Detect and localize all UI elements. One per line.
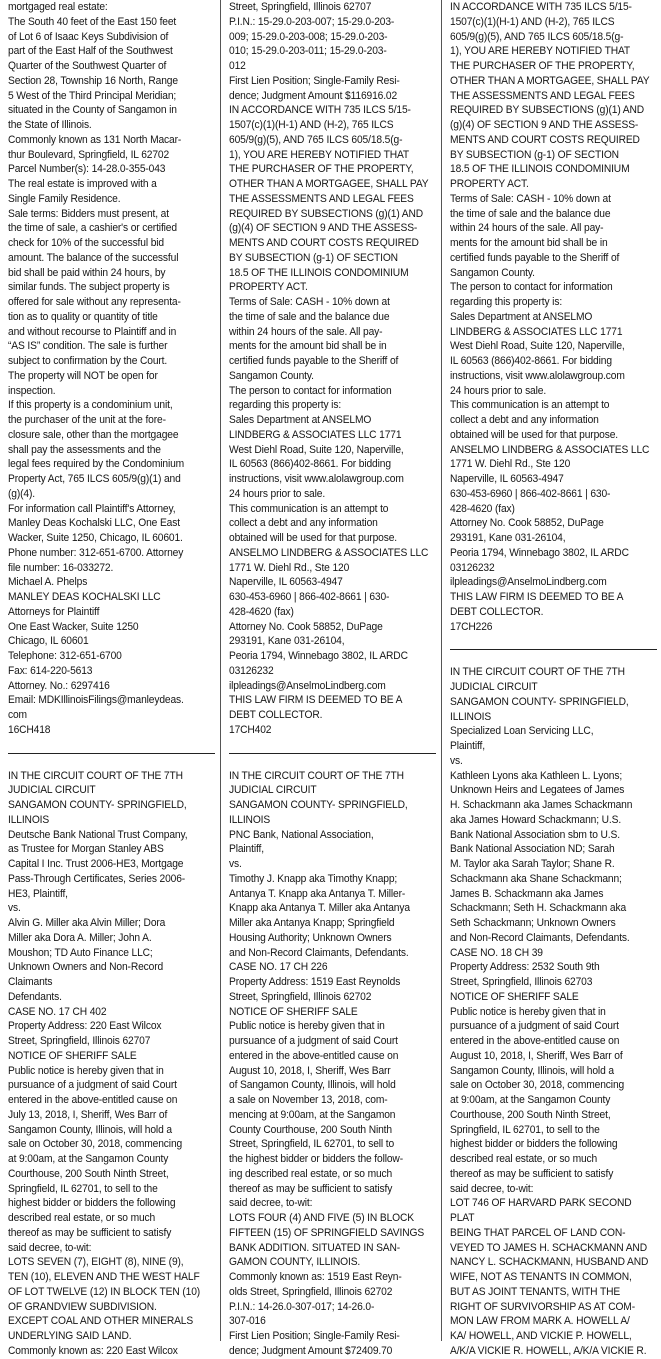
notice-line: 1771 W. Diehl Rd., Ste 120 — [450, 458, 571, 471]
notice-line: IN THE CIRCUIT COURT OF THE 7TH — [450, 666, 625, 679]
notice-line: IL 60563 (866)402-8661. For bidding — [450, 355, 612, 367]
notice-line: ILLINOIS — [229, 813, 271, 826]
notice-line: Springfield, IL 62701, to sell to the — [450, 1123, 600, 1136]
notice-line: A/K/A VICKIE R. HOWELL, A/K/A VICKIE R. — [450, 1344, 647, 1357]
notice-line: CASE NO. 17 CH 402 — [8, 1005, 107, 1018]
notice-line: If this property is a condominium unit, — [8, 399, 173, 412]
notice-separator — [229, 753, 436, 754]
notice-line: 293191, Kane 031-26104, — [229, 635, 345, 648]
notice-line: BY SUBSECTION (g-1) OF SECTION — [450, 148, 619, 161]
notice-line: 1), YOU ARE HEREBY NOTIFIED THAT — [450, 45, 631, 58]
notice-line: MON LAW FROM MARK A. HOWELL A/ — [450, 1315, 630, 1328]
notice-line: amount. The balance of the successful — [8, 251, 179, 264]
notice-line: and Non-Record Claimants, Defendants. — [229, 946, 409, 959]
notice-line: Property Address: 220 East Wilcox — [8, 1020, 162, 1033]
notice-line: Courthouse, 200 South Ninth Street, — [450, 1108, 611, 1121]
notice-line: said decree, to-wit: — [450, 1182, 534, 1195]
notice-line: Michael A. Phelps — [8, 576, 88, 589]
notice-line: Sangamon County, Illinois, will hold a — [450, 1064, 614, 1077]
notice-line: Section 28, Township 16 North, Range — [8, 74, 178, 87]
notice-line: West Diehl Road, Suite 120, Naperville, — [229, 443, 404, 456]
notice-line: Pass-Through Certificates, Series 2006- — [8, 872, 186, 885]
notice-line: NOTICE OF SHERIFF SALE — [229, 1005, 358, 1018]
notice-line: Schackmann; Seth H. Schackmann aka — [450, 902, 627, 915]
notice-line: Sales Department at ANSELMO — [229, 414, 372, 426]
notice-line: 010; 15-29.0-203-011; 15-29.0-203- — [229, 45, 387, 58]
notice-line: collect a debt and any information — [450, 414, 599, 426]
notice-line: described real estate, or so much — [8, 1212, 156, 1224]
notice-line: THE ASSESSMENTS AND LEGAL FEES — [229, 192, 414, 205]
notice-line: Wacker, Suite 1250, Chicago, IL 60601. — [8, 532, 183, 544]
notice-line: County Courthouse, 200 South Ninth — [229, 1123, 392, 1136]
notice-line: 5 West of the Third Principal Meridian; — [8, 89, 177, 102]
notice-line: pursuance of a judgment of said Court — [8, 1079, 177, 1092]
notice-line: Manley Deas Kochalski LLC, One East — [8, 517, 180, 530]
notice-line: 630-453-6960 | 866-402-8661 | 630- — [229, 591, 390, 603]
notice-line: JUDICIAL CIRCUIT — [8, 784, 96, 797]
notice-line: OTHER THAN A MORTGAGEE, SHALL PAY — [229, 178, 429, 190]
notice-line: H. Schackmann aka James Schackmann — [450, 799, 633, 811]
notice-line: similar funds. The subject property is — [8, 281, 170, 294]
notice-line: Attorney No. Cook 58852, DuPage — [450, 517, 604, 530]
notice-line: The property will NOT be open for — [8, 369, 158, 382]
notice-line: Fax: 614-220-5613 — [8, 664, 93, 677]
notice-line: OF GRANDVIEW SUBDIVISION. — [8, 1300, 157, 1313]
notice-line: Public notice is hereby given that in — [229, 1020, 385, 1033]
notice-line: This communication is an attempt to — [229, 502, 389, 515]
notice-line: Sales Department at ANSELMO — [450, 310, 593, 323]
notice-line: Public notice is hereby given that in — [8, 1064, 164, 1077]
notice-line: obtained will be used for that purpose. — [229, 532, 397, 544]
notice-line: within 24 hours of the sale. All pay- — [450, 222, 604, 235]
notice-line: NANCY L. SCHACKMANN, HUSBAND AND — [450, 1256, 649, 1269]
notice-line: Attorney No. Cook 58852, DuPage — [229, 620, 383, 633]
notice-line: Plaintiff, — [229, 843, 264, 856]
notice-separator — [450, 649, 657, 650]
notice-line: THE PURCHASER OF THE PROPERTY, — [229, 163, 414, 176]
notice-line: (g)(4) OF SECTION 9 AND THE ASSESS- — [229, 222, 418, 235]
notice-line: MENTS AND COURT COSTS REQUIRED — [229, 237, 419, 249]
notice-line: KA/ HOWELL, AND VICKIE P. HOWELL, — [450, 1330, 632, 1342]
notice-line: dence; Judgment Amount $72409.70 — [229, 1344, 393, 1357]
notice-line: regarding this property is: — [450, 296, 563, 308]
notice-line: 293191, Kane 031-26104, — [450, 532, 566, 544]
notice-line: RIGHT OF SURVIVORSHIP AS AT COM- — [450, 1300, 635, 1313]
notice-line: offered for sale without any representa- — [8, 296, 181, 308]
notice-line: TEN (10), ELEVEN AND THE WEST HALF — [8, 1271, 200, 1283]
notice-line: highest bidder or bidders the following — [450, 1138, 618, 1151]
notice-line: described real estate, or so much — [450, 1153, 598, 1165]
notice-line: BY SUBSECTION (g-1) OF SECTION — [229, 251, 398, 264]
notice-line: the purchaser of the unit at the fore- — [8, 414, 166, 426]
notice-line: ilpleadings@AnselmoLindberg.com — [450, 576, 607, 589]
notice-line: PLAT — [450, 1212, 475, 1224]
notice-line: LOT 746 OF HARVARD PARK SECOND — [450, 1197, 632, 1210]
notice-line: ANSELMO LINDBERG & ASSOCIATES LLC — [229, 546, 429, 559]
notice-line: LINDBERG & ASSOCIATES LLC 1771 — [450, 325, 623, 338]
notice-line: Deutsche Bank National Trust Company, — [8, 828, 188, 841]
notice-line: subject to confirmation by the Court. — [8, 355, 168, 367]
notice-line: 24 hours prior to sale. — [450, 384, 547, 397]
notice-line: Courthouse, 200 South Ninth Street, — [8, 1167, 169, 1180]
notice-line: August 10, 2018, I, Sheriff, Wes Barr of — [450, 1049, 623, 1062]
notice-line: 17CH226 — [450, 620, 493, 633]
notice-line: and without recourse to Plaintiff and in — [8, 325, 177, 338]
notice-line: pursuance of a judgment of said Court — [450, 1020, 619, 1033]
notice-line: Commonly known as: 220 East Wilcox — [8, 1344, 178, 1357]
notice-line: Sangamon County. — [450, 266, 535, 279]
notice-line: 16CH418 — [8, 723, 51, 736]
notice-line: 605/9(g)(5), AND 765 ILCS 605/18.5(g- — [229, 133, 403, 146]
notice-line: 1771 W. Diehl Rd., Ste 120 — [229, 561, 350, 574]
notice-line: CASE NO. 17 CH 226 — [229, 961, 328, 974]
notice-line: collect a debt and any information — [229, 517, 378, 530]
notice-line: EXCEPT COAL AND OTHER MINERALS — [8, 1315, 194, 1328]
notice-line: GAMON COUNTY, ILLINOIS. — [229, 1256, 361, 1269]
notice-line: 18.5 OF THE ILLINOIS CONDOMINIUM — [229, 266, 409, 279]
notice-line: THE PURCHASER OF THE PROPERTY, — [450, 60, 635, 72]
notice-line: Attorney. No.: 6297416 — [8, 679, 110, 692]
notice-line: file number: 16-033272. — [8, 561, 114, 574]
notice-line: sale on October 30, 2018, commencing — [450, 1079, 625, 1092]
notice-line: 1), YOU ARE HEREBY NOTIFIED THAT — [229, 148, 410, 161]
notice-line: 605/9(g)(5), AND 765 ILCS 605/18.5(g- — [450, 30, 624, 43]
notice-line: Property Act, 765 ILCS 605/9(g)(1) and — [8, 473, 181, 485]
notice-line: obtained will be used for that purpose. — [450, 428, 618, 441]
notice-line: The person to contact for information — [229, 384, 392, 397]
notice-line: THE ASSESSMENTS AND LEGAL FEES — [450, 89, 635, 102]
notice-line: (g)(4). — [8, 487, 35, 500]
notice-line: dence; Judgment Amount $116916.02 — [229, 89, 398, 102]
notice-line: Plaintiff, — [450, 740, 485, 752]
notice-line: Alvin G. Miller aka Alvin Miller; Dora — [8, 917, 166, 929]
notice-block — [450, 665, 661, 1358]
notice-line: Phone number: 312-651-6700. Attorney — [8, 546, 184, 559]
notice-line: com — [8, 709, 27, 721]
notice-line: The South 40 feet of the East 150 feet — [8, 15, 177, 28]
notice-line: instructions, visit www.alolawgroup.com — [450, 369, 625, 382]
notice-line: thereof as may be sufficient to satisfy — [229, 1182, 393, 1195]
notice-line: 03126232 — [229, 664, 274, 677]
notice-line: SANGAMON COUNTY- SPRINGFIELD, — [450, 695, 629, 708]
notice-line: THIS LAW FIRM IS DEEMED TO BE A — [229, 694, 403, 707]
notice-line: sale on October 30, 2018, commencing — [8, 1138, 183, 1151]
notice-line: Kathleen Lyons aka Kathleen L. Lyons; — [450, 769, 623, 782]
notice-line: LINDBERG & ASSOCIATES LLC 1771 — [229, 428, 402, 441]
notice-line: Street, Springfield, Illinois 62702 — [229, 990, 372, 1003]
notice-line: IN THE CIRCUIT COURT OF THE 7TH — [8, 769, 183, 782]
notice-line: Moushon; TD Auto Finance LLC; — [8, 946, 153, 959]
column-1 — [8, 0, 238, 1359]
notice-line: certified funds payable to the Sheriff of — [450, 251, 620, 264]
notice-line: FIFTEEN (15) OF SPRINGFIELD SAVINGS — [229, 1226, 425, 1239]
notice-line: JUDICIAL CIRCUIT — [450, 681, 538, 693]
notice-line: vs. — [450, 754, 463, 767]
notice-line: Street, Springfield, Illinois 62703 — [450, 976, 593, 988]
notice-line: legal fees required by the Condominium — [8, 458, 185, 471]
notice-line: Unknown Heirs and Legatees of James — [450, 784, 625, 797]
notice-line: BANK ADDITION. SITUATED IN SAN- — [229, 1241, 401, 1254]
notice-line: mortgaged real estate: — [8, 1, 108, 13]
notice-line: mencing at 9:00am, at the Sangamon — [229, 1108, 396, 1121]
notice-line: ILLINOIS — [8, 813, 50, 826]
notice-line: IN THE CIRCUIT COURT OF THE 7TH — [229, 769, 404, 782]
notice-line: MANLEY DEAS KOCHALSKI LLC — [8, 591, 161, 603]
notice-line: 630-453-6960 | 866-402-8661 | 630- — [450, 487, 611, 500]
notice-line: PNC Bank, National Association, — [229, 828, 374, 841]
notice-line: Property Address: 2532 South 9th — [450, 961, 600, 974]
notice-line: situated in the County of Sangamon in — [8, 104, 177, 117]
notice-line: Sangamon County. — [229, 369, 314, 382]
notice-line: First Lien Position; Single-Family Resi- — [229, 1330, 400, 1342]
notice-line: IL 60563 (866)402-8661. For bidding — [229, 458, 391, 471]
notice-line: OF LOT TWELVE (12) IN BLOCK TEN (10) — [8, 1285, 201, 1298]
notice-line: July 13, 2018, I, Sheriff, Wes Barr of — [8, 1108, 168, 1121]
notice-line: First Lien Position; Single-Family Resi- — [229, 74, 400, 87]
notice-line: Terms of Sale: CASH - 10% down at — [229, 296, 390, 308]
notice-line: 03126232 — [450, 561, 495, 574]
notice-line: highest bidder or bidders the following — [8, 1197, 176, 1210]
notice-line: regarding this property is: — [229, 399, 342, 412]
notice-line: thereof as may be sufficient to satisfy — [450, 1167, 614, 1180]
notice-line: ments for the amount bid shall be in — [229, 340, 387, 353]
notice-line: Street, Springfield, Illinois 62707 — [8, 1035, 151, 1047]
notice-line: Defendants. — [8, 990, 62, 1003]
notice-line: as Trustee for Morgan Stanley ABS — [8, 843, 164, 856]
notice-line: Sangamon County, Illinois, will hold a — [8, 1123, 172, 1136]
notice-block — [8, 769, 238, 1359]
notice-line: entered in the above-entitled cause on — [229, 1049, 399, 1062]
notice-line: IN ACCORDANCE WITH 735 ILCS 5/15- — [450, 1, 632, 13]
notice-line: the time of sale and the balance due — [229, 310, 390, 323]
notice-line: WIFE, NOT AS TENANTS IN COMMON, — [450, 1271, 632, 1283]
notice-line: Street, Springfield, IL 62701, to sell to — [229, 1138, 395, 1151]
notice-line: Housing Authority; Unknown Owners — [229, 931, 392, 944]
notice-line: NOTICE OF SHERIFF SALE — [8, 1049, 137, 1062]
notice-line: Naperville, IL 60563-4947 — [450, 473, 564, 485]
notice-line: REQUIRED BY SUBSECTIONS (g)(1) AND — [450, 104, 645, 117]
notice-line: Knapp aka Antanya T. Miller aka Antanya — [229, 902, 410, 915]
notice-line: BEING THAT PARCEL OF LAND CON- — [450, 1226, 626, 1239]
notice-line: PROPERTY ACT. — [229, 281, 308, 294]
notice-line: within 24 hours of the sale. All pay- — [229, 325, 383, 338]
notice-line: ANSELMO LINDBERG & ASSOCIATES LLC — [450, 443, 650, 456]
notice-line: Chicago, IL 60601 — [8, 635, 89, 648]
notice-line: One East Wacker, Suite 1250 — [8, 620, 139, 633]
notice-line: Timothy J. Knapp aka Timothy Knapp; — [229, 872, 398, 885]
notice-line: The person to contact for information — [450, 281, 613, 294]
notice-line: Peoria 1794, Winnebago 3802, IL ARDC — [450, 546, 629, 559]
notice-separator — [8, 753, 215, 754]
notice-line: the time of sale and the balance due — [450, 207, 611, 220]
notice-line: entered in the above-entitled cause on — [450, 1035, 620, 1047]
notice-line: part of the East Half of the Southwest — [8, 45, 173, 58]
notice-line: 009; 15-29.0-203-008; 15-29.0-203- — [229, 30, 388, 43]
notice-line: Capital I Inc. Trust 2006-HE3, Mortgage — [8, 858, 184, 870]
notice-line: thereof as may be sufficient to satisfy — [8, 1226, 172, 1239]
notice-line: Email: MDKIllinoisFilings@manleydeas. — [8, 694, 184, 707]
notice-line: 17CH402 — [229, 723, 272, 736]
notice-block — [8, 0, 238, 738]
notice-line: SANGAMON COUNTY- SPRINGFIELD, — [229, 799, 408, 811]
notice-line: (g)(4) OF SECTION 9 AND THE ASSESS- — [450, 119, 639, 131]
notice-line: Telephone: 312-651-6700 — [8, 650, 122, 662]
notice-line: Commonly known as 131 North Macar- — [8, 133, 182, 146]
notice-line: the highest bidder or bidders the follow- — [229, 1153, 403, 1165]
notice-line: Miller aka Antanya Knapp; Springfield — [229, 917, 395, 929]
notice-line: Springfield, IL 62701, to sell to the — [8, 1182, 158, 1195]
notice-line: Single Family Residence. — [8, 192, 121, 205]
notice-line: 18.5 OF THE ILLINOIS CONDOMINIUM — [450, 163, 630, 176]
notice-line: ilpleadings@AnselmoLindberg.com — [229, 679, 386, 692]
notice-line: the State of Illinois. — [8, 119, 92, 131]
notice-line: James B. Schackmann aka James — [450, 887, 604, 900]
notice-line: inspection. — [8, 384, 56, 397]
notice-line: SANGAMON COUNTY- SPRINGFIELD, — [8, 799, 187, 811]
notice-line: LOTS SEVEN (7), EIGHT (8), NINE (9), — [8, 1256, 184, 1269]
notice-line: 428-4620 (fax) — [450, 502, 515, 515]
notice-line: The real estate is improved with a — [8, 178, 157, 190]
notice-line: August 10, 2018, I, Sheriff, Wes Barr — [229, 1064, 391, 1077]
notice-line: VEYED TO JAMES H. SCHACKMANN AND — [450, 1241, 647, 1254]
notice-line: at 9:00am, at the Sangamon County — [8, 1153, 169, 1165]
notice-line: vs. — [229, 858, 242, 870]
notice-line: closure sale, other than the mortgagee — [8, 428, 179, 441]
notice-line: Bank National Association sbm to U.S. — [450, 828, 620, 841]
notice-line: Sale terms: Bidders must present, at — [8, 207, 169, 220]
notice-line: DEBT COLLECTOR. — [450, 605, 544, 618]
notice-line: West Diehl Road, Suite 120, Naperville, — [450, 340, 625, 353]
notice-line: 1507(c)(1)(H-1) AND (H-2), 765 ILCS — [450, 15, 615, 28]
notice-line: HE3, Plaintiff, — [8, 887, 68, 900]
notice-line: vs. — [8, 902, 21, 915]
notice-line: Commonly known as: 1519 East Reyn- — [229, 1271, 402, 1283]
notice-line: LOTS FOUR (4) AND FIVE (5) IN BLOCK — [229, 1212, 414, 1224]
notice-line: Quarter of the Southwest Quarter of — [8, 60, 167, 72]
notice-line: CASE NO. 18 CH 39 — [450, 946, 543, 959]
notice-line: Antanya T. Knapp aka Antanya T. Miller- — [229, 887, 406, 900]
column-3 — [450, 0, 661, 1359]
notice-line: BUT AS JOINT TENANTS, WITH THE — [450, 1285, 621, 1298]
notice-line: JUDICIAL CIRCUIT — [229, 784, 317, 797]
notice-line: Attorneys for Plaintiff — [8, 605, 100, 618]
notice-line: ments for the amount bid shall be in — [450, 237, 608, 249]
notice-line: NOTICE OF SHERIFF SALE — [450, 990, 579, 1003]
notice-line: For information call Plaintiff's Attorney, — [8, 502, 176, 515]
notice-line: Claimants — [8, 976, 53, 988]
notice-line: MENTS AND COURT COSTS REQUIRED — [450, 133, 640, 146]
notice-line: IN ACCORDANCE WITH 735 ILCS 5/15- — [229, 104, 411, 117]
notice-line: ILLINOIS — [450, 710, 492, 723]
notice-line: 307-016 — [229, 1315, 266, 1328]
notice-line: bid shall be paid within 24 hours, by — [8, 266, 166, 279]
column-2 — [229, 0, 459, 1359]
notice-line: said decree, to-wit: — [8, 1241, 92, 1254]
notice-line: Miller aka Dora A. Miller; John A. — [8, 931, 152, 944]
notice-line: 428-4620 (fax) — [229, 605, 294, 618]
notice-line: certified funds payable to the Sheriff of — [229, 355, 399, 367]
notice-line: shall pay the assessments and the — [8, 443, 161, 456]
notice-line: UNDERLYING SAID LAND. — [8, 1330, 132, 1342]
notice-line: 1507(c)(1)(H-1) AND (H-2), 765 ILCS — [229, 119, 394, 131]
notice-line: DEBT COLLECTOR. — [229, 709, 323, 721]
notice-line: olds Street, Springfield, Illinois 62702 — [229, 1285, 393, 1298]
notice-line: THIS LAW FIRM IS DEEMED TO BE A — [450, 591, 624, 603]
notice-line: P.I.N.: 14-26.0-307-017; 14-26.0- — [229, 1300, 375, 1313]
notice-line: Specialized Loan Servicing LLC, — [450, 725, 594, 738]
notice-line: of Sangamon County, Illinois, will hold — [229, 1079, 396, 1092]
notice-line: a sale on November 13, 2018, com- — [229, 1094, 388, 1106]
notice-line: REQUIRED BY SUBSECTIONS (g)(1) AND — [229, 207, 424, 220]
notice-line: PROPERTY ACT. — [450, 178, 529, 190]
notice-line: entered in the above-entitled cause on — [8, 1094, 178, 1106]
notice-line: ing described real estate, or so much — [229, 1167, 393, 1180]
notice-line: aka James Howard Schackmann; U.S. — [450, 813, 622, 826]
notice-line: 24 hours prior to sale. — [229, 487, 326, 500]
notice-line: said decree, to-wit: — [229, 1197, 313, 1210]
notice-line: P.I.N.: 15-29.0-203-007; 15-29.0-203- — [229, 15, 395, 28]
notice-line: check for 10% of the successful bid — [8, 237, 164, 249]
notice-line: of Lot 6 of Isaac Keys Subdivision of — [8, 30, 169, 43]
notice-line: Peoria 1794, Winnebago 3802, IL ARDC — [229, 650, 408, 662]
notice-line: OTHER THAN A MORTGAGEE, SHALL PAY — [450, 74, 650, 87]
notice-line: 012 — [229, 60, 246, 72]
notice-line: “AS IS” condition. The sale is further — [8, 340, 168, 353]
notice-line: Terms of Sale: CASH - 10% down at — [450, 192, 611, 205]
notice-line: Naperville, IL 60563-4947 — [229, 576, 343, 589]
notice-line: pursuance of a judgment of said Court — [229, 1035, 398, 1047]
notice-line: and Non-Record Claimants, Defendants. — [450, 931, 630, 944]
notice-block — [229, 0, 459, 738]
notice-line: This communication is an attempt to — [450, 399, 610, 412]
notice-line: Property Address: 1519 East Reynolds — [229, 976, 401, 988]
notice-block — [229, 769, 459, 1359]
notice-line: M. Taylor aka Sarah Taylor; Shane R. — [450, 858, 615, 870]
notice-line: thur Boulevard, Springfield, IL 62702 — [8, 148, 170, 161]
notice-line: Unknown Owners and Non-Record — [8, 961, 164, 974]
notice-block — [450, 0, 661, 634]
notice-line: tion as to quality or quantity of title — [8, 310, 158, 323]
notice-line: Bank National Association ND; Sarah — [450, 843, 615, 856]
notice-line: instructions, visit www.alolawgroup.com — [229, 473, 404, 485]
notice-line: Seth Schackmann; Unknown Owners — [450, 917, 616, 929]
notice-line: Schackmann aka Shane Schackmann; — [450, 872, 622, 885]
notice-line: the time of sale, a cashier's or certified — [8, 222, 177, 235]
notice-line: Parcel Number(s): 14-28.0-355-043 — [8, 163, 166, 176]
notice-line: Public notice is hereby given that in — [450, 1005, 606, 1018]
notice-line: Street, Springfield, Illinois 62707 — [229, 1, 372, 13]
notice-line: at 9:00am, at the Sangamon County — [450, 1094, 611, 1106]
